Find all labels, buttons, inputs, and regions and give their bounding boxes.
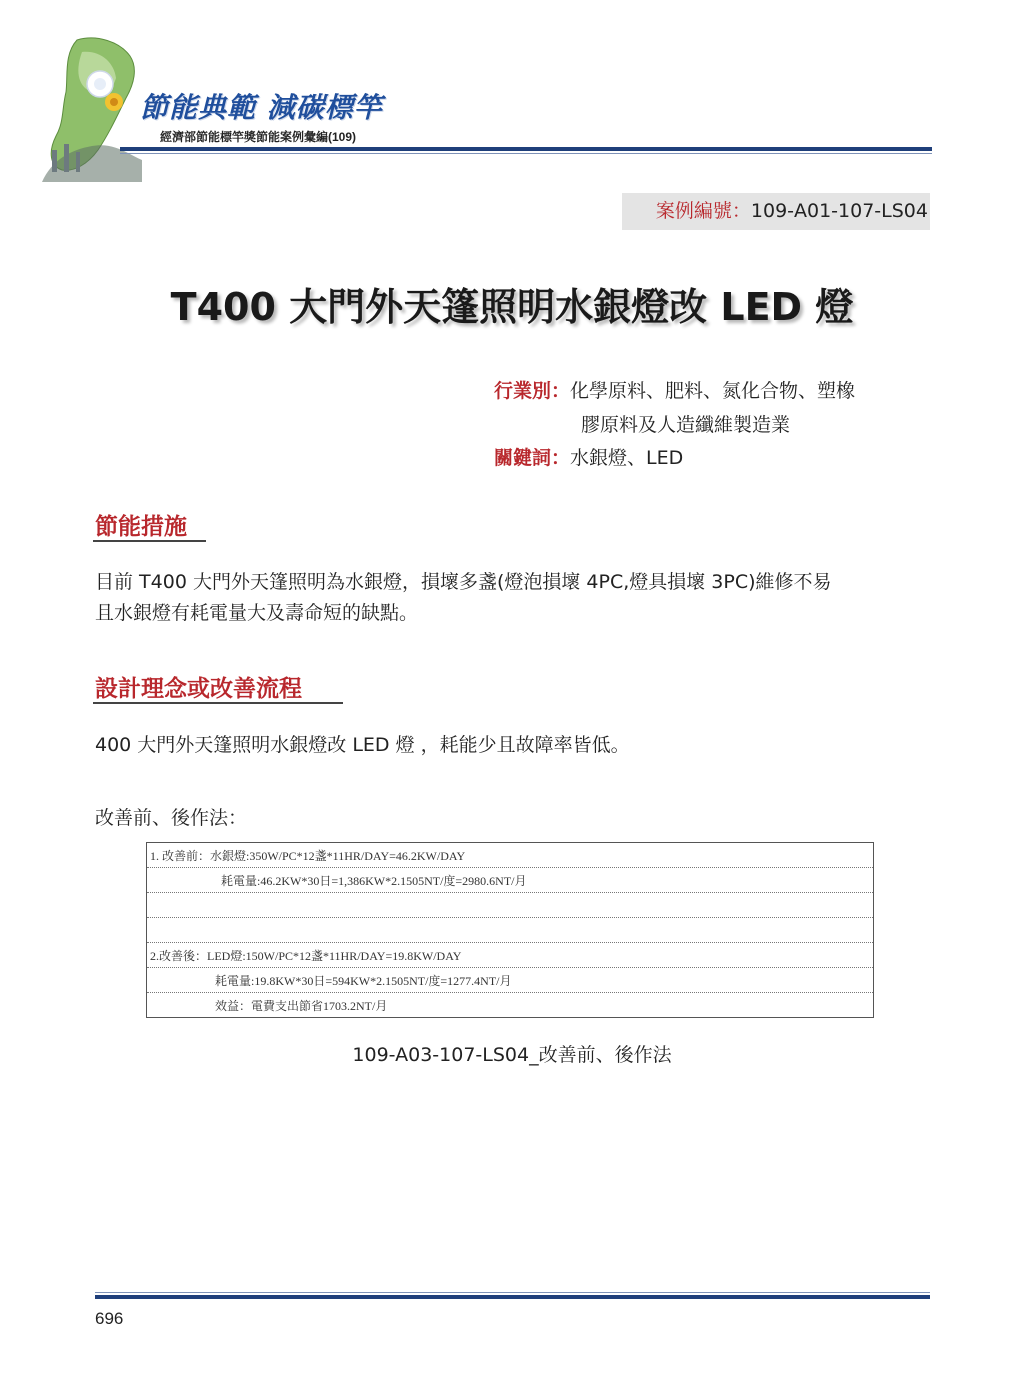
before-after-label: 改善前、後作法： — [95, 807, 248, 829]
table-cell — [147, 918, 874, 943]
table-caption: 109-A03-107-LS04_改善前、後作法 — [352, 1044, 672, 1066]
logo-title: 節能典範 減碳標竿 — [140, 91, 383, 124]
before-after-table — [146, 842, 874, 1018]
table-cell: 耗電量:19.8KW*30日=594KW*2.1505NT/度=1277.4NT/月 — [147, 968, 874, 993]
case-number-box — [622, 193, 930, 230]
table-cell: 耗電量:46.2KW*30日=1,386KW*2.1505NT/度=2980.6NT/月 — [147, 868, 874, 893]
section-heading-design: 設計理念或改善流程 — [95, 676, 302, 702]
design-paragraph: 400 大門外天篷照明水銀燈改 LED 燈 ，耗能少且故障率皆低。 — [95, 734, 630, 756]
footer-rule-thin — [95, 1292, 930, 1293]
section-underline — [93, 540, 206, 542]
page-title: T400 大門外天篷照明水銀燈改 LED 燈 — [170, 285, 854, 329]
table-row — [147, 868, 874, 893]
case-number-label: 案例編號： — [655, 200, 751, 222]
case-number-value: 109-A01-107-LS04 — [750, 200, 928, 222]
keywords-row — [494, 443, 683, 470]
keywords-value: 水銀燈、LED — [570, 447, 684, 469]
table-cell: 效益：電費支出節省1703.2NT/月 — [147, 993, 874, 1018]
industry-label: 行業別： — [494, 380, 571, 402]
table-row — [147, 968, 874, 993]
header-rule-thick — [120, 147, 932, 151]
header-rule-thin — [120, 153, 932, 154]
page-number: 696 — [95, 1309, 124, 1328]
table-cell — [147, 893, 874, 918]
table-cell: 1. 改善前：水銀燈:350W/PC*12盞*11HR/DAY=46.2KW/DAY — [147, 843, 874, 868]
section-underline — [93, 702, 343, 704]
table-row — [147, 893, 874, 918]
keywords-label: 關鍵詞： — [494, 447, 571, 469]
logo-subtitle: 經濟部節能標竿獎節能案例彙編(109) — [160, 130, 357, 144]
measures-paragraph-line1: 目前 T400 大門外天篷照明為水銀燈，損壞多盞(燈泡損壞 4PC,燈具損壞 3PC)維修不易 — [95, 571, 832, 593]
table-row — [147, 993, 874, 1018]
section-heading-measures: 節能措施 — [95, 514, 187, 540]
table-row — [147, 843, 874, 868]
industry-value-line2: 膠原料及人造纖維製造業 — [581, 414, 791, 436]
footer-rule-thick — [95, 1295, 930, 1299]
table-row — [147, 918, 874, 943]
table-cell: 2.改善後：LED燈:150W/PC*12盞*11HR/DAY=19.8KW/DAY — [147, 943, 874, 968]
measures-paragraph-line2: 且水銀燈有耗電量大及壽命短的缺點。 — [95, 602, 419, 624]
industry-value-line1: 化學原料、肥料、氮化合物、塑橡 — [570, 380, 856, 402]
table-row — [147, 943, 874, 968]
industry-row — [494, 376, 855, 403]
